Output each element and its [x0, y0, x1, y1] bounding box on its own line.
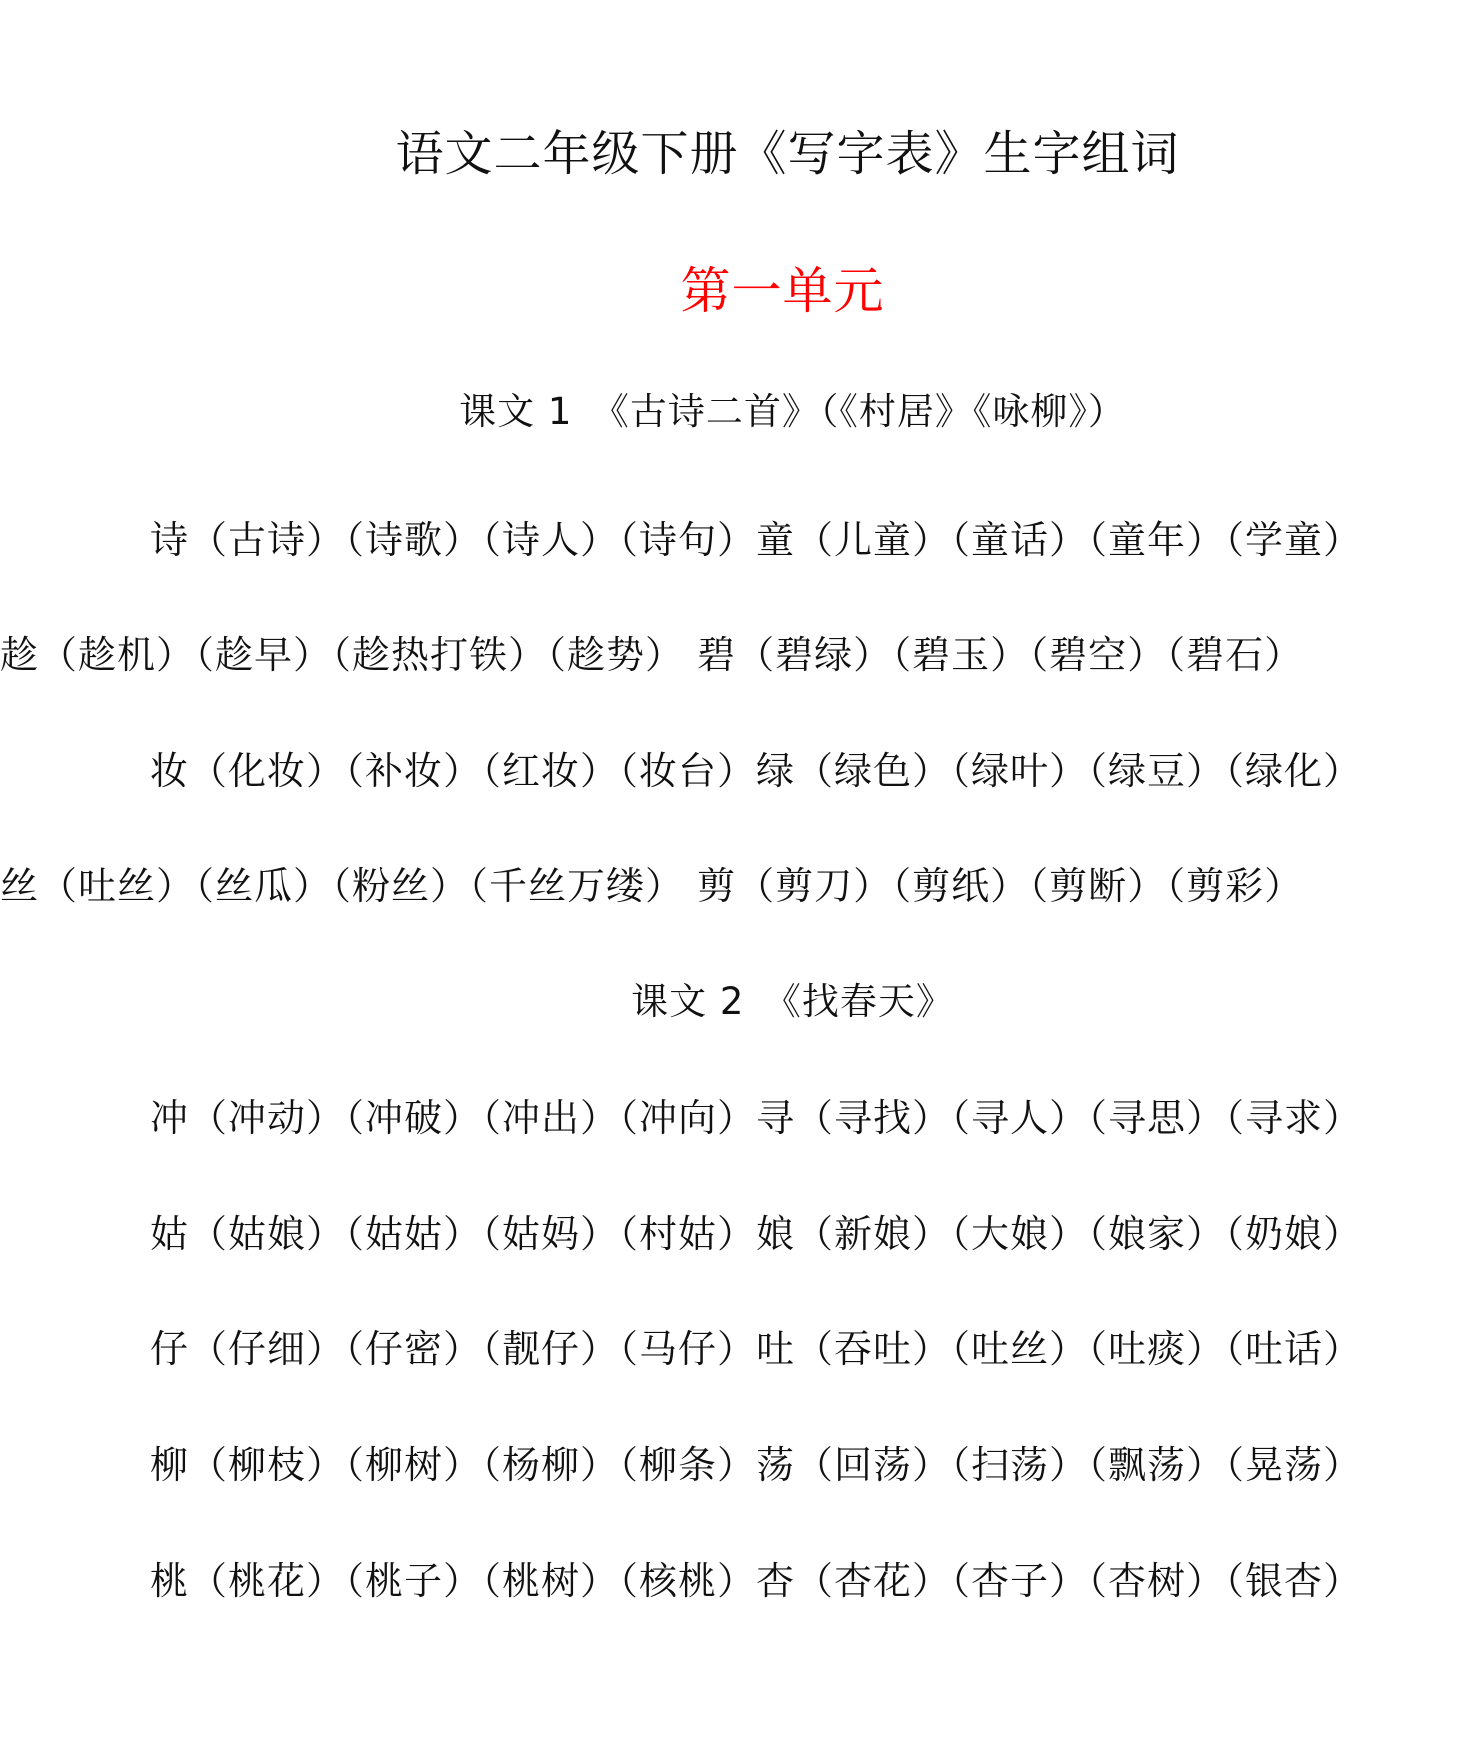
- word-row: 冲（冲动）（冲破）（冲出）（冲向）寻（寻找）（寻人）（寻思）（寻求）: [150, 1096, 1363, 1140]
- word-row: 桃（桃花）（桃子）（桃树）（核桃）杏（杏花）（杏子）（杏树）（银杏）: [150, 1559, 1363, 1603]
- unit-heading: 第一单元: [680, 262, 885, 320]
- word-row: 妆（化妆）（补妆）（红妆）（妆台）绿（绿色）（绿叶）（绿豆）（绿化）: [150, 749, 1363, 793]
- document-title: 语文二年级下册《写字表》生字组词: [395, 126, 1180, 182]
- lesson-1-title: 课文 1 《古诗二首》（《村居》《咏柳》）: [459, 390, 1126, 433]
- word-row: 诗（古诗）（诗歌）（诗人）（诗句）童（儿童）（童话）（童年）（学童）: [150, 518, 1363, 562]
- word-row: 趁（趁机）（趁早）（趁热打铁）（趁势） 碧（碧绿）（碧玉）（碧空）（碧石）: [0, 633, 1304, 677]
- word-row: 柳（柳枝）（柳树）（杨柳）（柳条）荡（回荡）（扫荡）（飘荡）（晃荡）: [150, 1443, 1363, 1487]
- word-row: 仔（仔细）（仔密）（靓仔）（马仔）吐（吞吐）（吐丝）（吐痰）（吐话）: [150, 1327, 1363, 1371]
- word-row: 丝（吐丝）（丝瓜）（粉丝）（千丝万缕） 剪（剪刀）（剪纸）（剪断）（剪彩）: [0, 864, 1304, 908]
- word-row: 姑（姑娘）（姑姑）（姑妈）（村姑）娘（新娘）（大娘）（娘家）（奶娘）: [150, 1212, 1363, 1256]
- lesson-2-title: 课文 2 《找春天》: [631, 980, 954, 1023]
